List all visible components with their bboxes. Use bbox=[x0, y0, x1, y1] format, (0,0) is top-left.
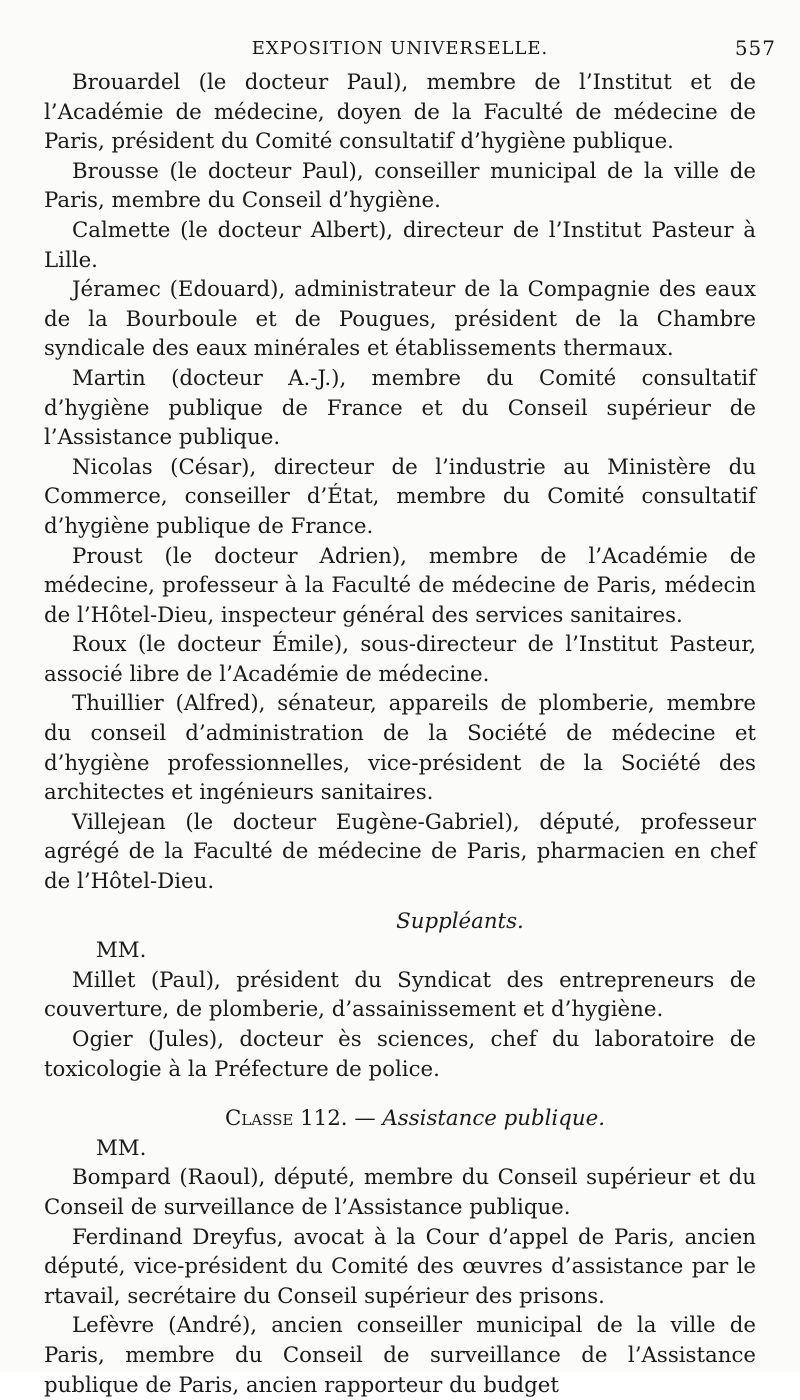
entry-brousse: Brousse (le docteur Paul), conseiller municipal de la ville de Paris, membre du Conseil d’hygiène. bbox=[44, 158, 756, 214]
entry-villejean: Villejean (le docteur Eugène-Gabriel), député, professeur agrégé de la Faculté de médecine de Paris, pharmacien en chef de l’Hôtel-Dieu. bbox=[44, 809, 756, 895]
entry-roux: Roux (le docteur Émile), sous-directeur de l’Institut Pasteur, associé libre de l’Académie de médecine. bbox=[44, 632, 756, 687]
classe-label: Classe 112. bbox=[225, 1106, 348, 1132]
entry-brouardel: Brouardel (le docteur Paul), membre de l’Institut et de l’Académie de médecine, doyen de la Faculté de médecine de Paris, président du Comité consultatif d’hygiène publique. bbox=[44, 70, 756, 155]
entry-calmette: Calmette (le docteur Albert), directeur de l’Institut Pasteur à Lille. bbox=[44, 217, 756, 273]
suppleants-mm: MM. bbox=[96, 938, 147, 964]
classe-heading bbox=[44, 1084, 756, 1134]
entry-bompard: Bompard (Raoul), député, membre du Conseil supérieur et du Conseil de surveillance de l’Assistance publique. bbox=[44, 1165, 756, 1220]
classe-dash: — bbox=[347, 1106, 383, 1132]
entry-millet: Millet (Paul), président du Syndicat des entrepreneurs de couverture, de plomberie, d’assainissement et d’hygiène. bbox=[44, 967, 756, 1023]
entry-nicolas: Nicolas (César), directeur de l’industrie au Ministère du Commerce, conseiller d’État, membre du Comité consultatif d’hygiène publique de France. bbox=[44, 454, 756, 539]
page-body bbox=[44, 68, 756, 1400]
entry-martin: Martin (docteur A.-J.), membre du Comité consultatif d’hygiène publique de France et du Conseil supérieur de l’Assistance publique. bbox=[44, 365, 756, 451]
running-title: EXPOSITION UNIVERSELLE. bbox=[251, 38, 549, 59]
entry-dreyfus: Ferdinand Dreyfus, avocat à la Cour d’appel de Paris, ancien député, vice-président du Comité des œuvres d’assistance par le rtavail, secrétaire du Conseil supérieur des prisons. bbox=[44, 1224, 756, 1309]
entry-lefevre: Lefèvre (André), ancien conseiller municipal de la ville de Paris, membre du Conseil de surveillance de l’Assistance publique de Paris, ancien rapporteur du budget bbox=[44, 1313, 756, 1398]
running-header bbox=[0, 30, 800, 66]
entry-proust: Proust (le docteur Adrien), membre de l’Académie de médecine, professeur à la Faculté de médecine de Paris, médecin de l’Hôtel-Dieu, inspecteur général des services sanitaires. bbox=[44, 543, 756, 628]
entry-ogier: Ogier (Jules), docteur ès sciences, chef du laboratoire de toxicologie à la Préfecture de police. bbox=[44, 1027, 756, 1082]
classe-title: Assistance publique. bbox=[382, 1106, 605, 1132]
suppleants-heading: Suppléants. bbox=[396, 908, 524, 934]
page-number: 557 bbox=[734, 36, 776, 60]
entry-jeramec: Jéramec (Edouard), administrateur de la Compagnie des eaux de la Bourboule et de Pougues, président de la Chambre syndicale des eaux minérales et établissements thermaux. bbox=[44, 277, 756, 362]
classe-mm: MM. bbox=[96, 1135, 147, 1161]
entry-thuillier: Thuillier (Alfred), sénateur, appareils de plomberie, membre du conseil d’administration de la Société de médecine et d’hygiène professionnelles, vice-président de la Société des architectes et ingénieurs sanitaires. bbox=[44, 691, 756, 806]
